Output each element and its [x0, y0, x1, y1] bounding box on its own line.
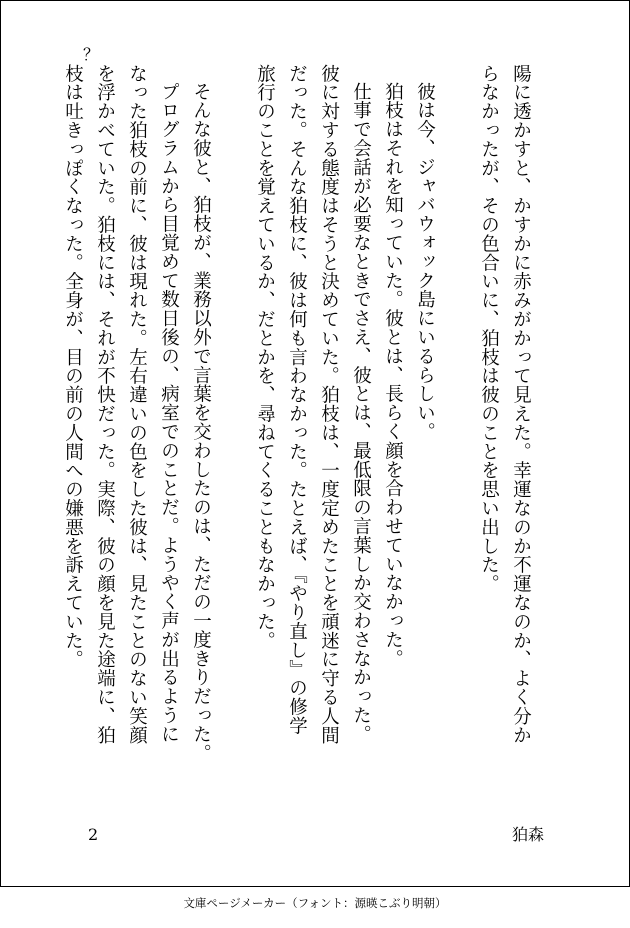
text-column-4: 彼は今、ジャバウォック島にいるらしい。 [414, 82, 436, 442]
text-column-15: 枝は吐きっぽくなった。全身が、目の前の人間への嫌悪を訴えていた。 [62, 64, 84, 669]
text-column-1: 陽に透かすと、かすかに赤みがかって見えた。幸運なのか不運なのか、よく分か [510, 64, 532, 745]
page-number: 2 [88, 825, 99, 844]
author-name: 狛森 [512, 825, 545, 844]
text-column-5: 狛枝はそれを知っていた。彼とは、長らく顔を合わせていなかった。 [382, 82, 404, 668]
text-column-11: そんな彼と、狛枝が、業務以外で言葉を交わしたのは、ただの一度きりだった。 [190, 82, 212, 763]
page-marker: ？ [83, 45, 100, 64]
text-column-7: 彼に対する態度はそうと決めていた。狛枝は、一度定めたことを頑迷に守る人間 [318, 64, 340, 745]
text-column-13: なった狛枝の前に、彼は現れた。左右違いの色をした彼は、見たことのない笑顔 [126, 64, 148, 745]
text-column-9: 旅行のことを覚えているか、だとかを、尋ねてくることもなかった。 [254, 64, 276, 650]
text-column-14: を浮かべていた。狛枝には、それが不快だった。実際、彼の顔を見た途端に、狛 [94, 64, 116, 745]
text-column-8: だった。そんな狛枝に、彼は何も言わなかった。たとえば、『やり直し』の修学 [286, 64, 308, 736]
text-column-2: らなかったが、その色合いに、狛枝は彼のことを思い出した。 [478, 64, 500, 594]
footer-caption: 文庫ページメーカー（フォント：源暎こぶり明朝） [183, 896, 447, 910]
text-column-12: プログラムから目覚めて数日後の、病室でのことだ。ようやく声が出るように [158, 82, 180, 744]
text-column-6: 仕事で会話が必要なときでさえ、彼とは、最低限の言葉しか交わさなかった。 [350, 82, 372, 744]
